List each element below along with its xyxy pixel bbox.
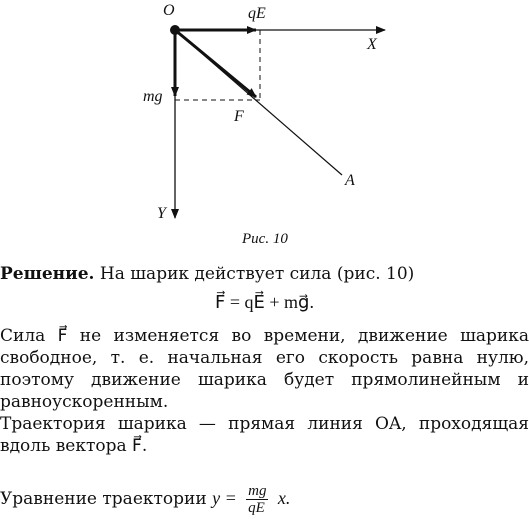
label-x: X xyxy=(367,36,377,53)
label-A: A xyxy=(345,172,355,189)
ball-origin xyxy=(170,25,180,35)
solution-intro: На шарик действует сила (рис. 10) xyxy=(94,264,415,284)
figure-caption: Рис. 10 xyxy=(242,231,288,247)
solution-intro-line xyxy=(0,263,529,285)
force-formula: F⃗ = qE⃗ + mg⃗. xyxy=(215,292,314,312)
label-F: F⃗ xyxy=(234,108,257,125)
label-qE: qE⃗ xyxy=(248,5,279,22)
paragraph-trajectory: Траектория шарика — прямая линия OA, проходящая вдоль вектора F⃗. xyxy=(0,414,529,456)
paragraph-force: Сила F⃗ не изменяется во времени, движение шарика свободное, т. е. начальная его скорость равна нулю, поэтому движение шарика будет прямолинейным и равноускоренным. xyxy=(0,326,529,412)
label-y: Y xyxy=(157,205,166,222)
vector-F xyxy=(175,30,256,97)
equation-rhs: x. xyxy=(277,488,291,508)
equation-lhs: y = xyxy=(212,488,237,508)
solution-heading: Решение. xyxy=(0,264,95,284)
fraction-numerator: mg xyxy=(248,483,267,499)
label-mg: mg⃗ xyxy=(143,88,175,105)
equation-fraction xyxy=(246,483,268,516)
fraction-denominator: qE xyxy=(248,500,265,516)
equation-text: Уравнение траектории xyxy=(0,489,213,509)
trajectory-equation xyxy=(0,483,529,516)
label-origin: O xyxy=(163,2,175,19)
